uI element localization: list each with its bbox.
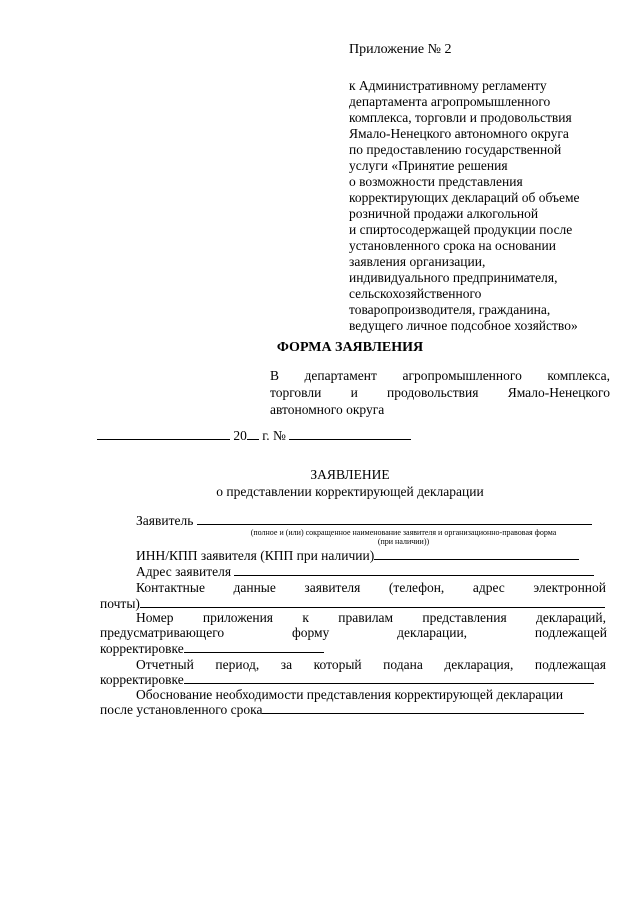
inn-row: [136, 547, 607, 564]
appendix-line: департамента агропромышленного: [349, 94, 551, 109]
contacts-field[interactable]: [140, 595, 605, 608]
statement-subtitle: о представлении корректирующей декларации: [216, 484, 484, 499]
appendix-line: и спиртосодержащей продукции после: [349, 222, 573, 237]
date-number-line: [97, 427, 411, 444]
period-field[interactable]: [184, 671, 594, 684]
contacts-label: Контактные данные заявителя (телефон, адрес электронной: [136, 580, 606, 595]
period-label-cont: корректировке: [100, 672, 184, 687]
year-field[interactable]: [247, 427, 259, 440]
applicant-field[interactable]: [197, 512, 592, 525]
appendix-number-label: Номер приложения к правилам представления деклараций,: [136, 610, 606, 625]
number-label: г. №: [262, 428, 286, 443]
year-prefix: 20: [233, 428, 247, 443]
appendix-line: услуги «Принятие решения: [349, 158, 508, 173]
addressee-line: торговли и продовольствия Ямало-Ненецкого: [270, 385, 610, 400]
address-row: [136, 563, 607, 580]
appendix-line: сельскохозяйственного: [349, 286, 482, 301]
appendix-reference: [349, 78, 634, 334]
appendix-number-label-cont: предусматривающего форму декларации, подлежащей: [100, 625, 607, 640]
appendix-number-row: [100, 640, 607, 657]
appendix-number-field[interactable]: [184, 640, 324, 653]
appendix-number-label-end: корректировке: [100, 641, 184, 656]
addressee-block: [270, 367, 610, 418]
applicant-row: [136, 512, 607, 529]
registration-number-field[interactable]: [289, 427, 411, 440]
addressee-line: В департамент агропромышленного комплекса,: [270, 368, 610, 383]
form-title: ФОРМА ЗАЯВЛЕНИЯ: [276, 340, 424, 355]
appendix-line: установленного срока на основании: [349, 238, 556, 253]
period-label: Отчетный период, за который подана декларация, подлежащая: [136, 657, 606, 672]
address-field[interactable]: [234, 563, 594, 576]
date-field[interactable]: [97, 427, 230, 440]
reason-row: [100, 701, 607, 718]
contacts-label-cont: почты): [100, 596, 140, 611]
addressee-line: автономного округа: [270, 402, 385, 417]
reason-label: Обоснование необходимости представления корректирующей декларации: [136, 687, 564, 702]
appendix-line: корректирующих деклараций об объеме: [349, 190, 580, 205]
appendix-line: заявления организации,: [349, 254, 486, 269]
appendix-line: о возможности представления: [349, 174, 523, 189]
appendix-line: по предоставлению государственной: [349, 142, 562, 157]
appendix-line: индивидуального предпринимателя,: [349, 270, 558, 285]
inn-label: ИНН/КПП заявителя (КПП при наличии): [136, 548, 375, 563]
appendix-line: комплекса, торговли и продовольствия: [349, 110, 572, 125]
appendix-line: ведущего личное подсобное хозяйство»: [349, 318, 578, 333]
inn-field[interactable]: [374, 547, 579, 560]
applicant-hint: (при наличии)): [377, 537, 430, 546]
reason-field[interactable]: [262, 701, 584, 714]
address-label: Адрес заявителя: [136, 564, 232, 579]
applicant-label: Заявитель: [136, 513, 194, 528]
reason-label-cont: после установленного срока: [100, 702, 263, 717]
statement-title: ЗАЯВЛЕНИЕ: [310, 467, 390, 482]
appendix-line: товаропроизводителя, гражданина,: [349, 302, 551, 317]
applicant-hint: (полное и (или) сокращенное наименование заявителя и организационно-правовая форма: [250, 528, 557, 537]
appendix-line: розничной продажи алкогольной: [349, 206, 539, 221]
appendix-line: Ямало-Ненецкого автономного округа: [349, 126, 569, 141]
appendix-line: к Административному регламенту: [349, 78, 547, 93]
appendix-number: Приложение № 2: [349, 42, 452, 57]
